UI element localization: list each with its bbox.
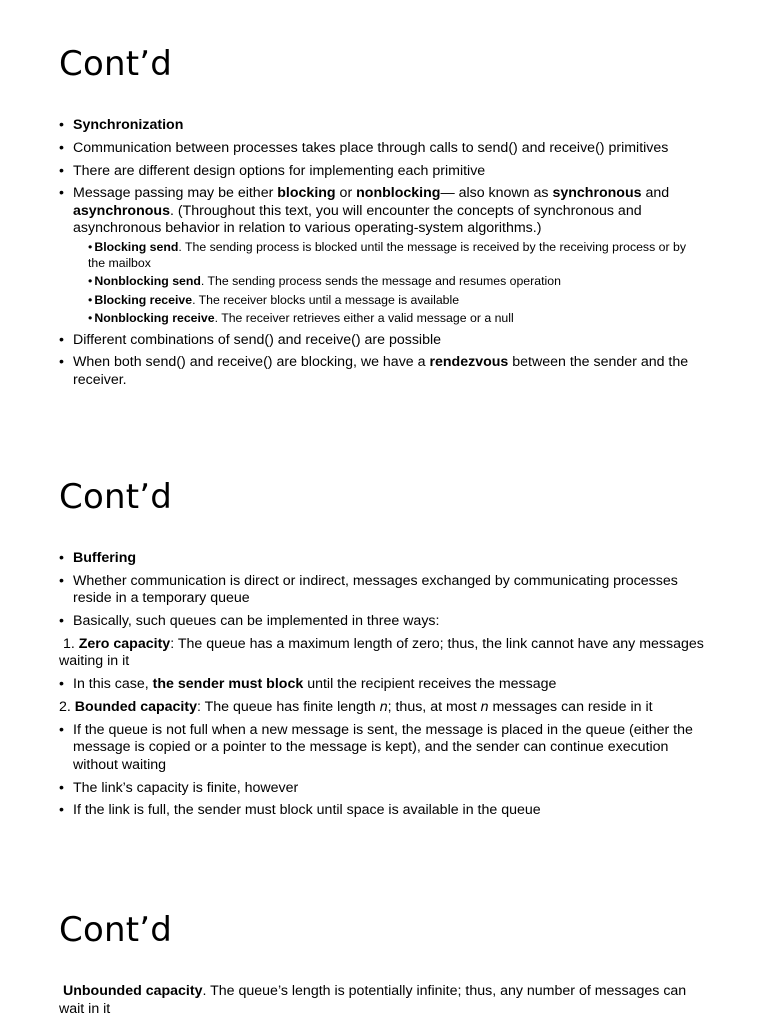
- sub-bullet-dot: •: [88, 292, 93, 307]
- text-run: between the sender and the receiver.: [73, 354, 689, 388]
- term-sender-must-block: the sender must block: [152, 676, 304, 693]
- term-nonblocking-send: Nonblocking send: [94, 274, 201, 289]
- bullet-item: • If the link is full, the sender must block until space is available in the queue: [59, 802, 713, 820]
- text-run: and: [641, 185, 670, 202]
- term-nonblocking: nonblocking: [356, 185, 441, 202]
- term-blocking-send: Blocking send: [94, 240, 179, 255]
- text-run: : The queue has finite length: [196, 698, 380, 715]
- slide-content: [59, 983, 713, 1023]
- term-bounded-capacity: Bounded capacity: [74, 698, 197, 715]
- item-number: 2.: [59, 698, 75, 715]
- heading-buffering: Buffering: [73, 550, 137, 566]
- text-run: . The sending process is blocked until the message is received by the receiving process or by the mailbox: [88, 240, 686, 270]
- bullet-item: • Different combinations of send() and receive() are possible: [59, 332, 713, 350]
- text-run: : The queue has a maximum length of zero; thus, the link cannot have any messages waiting in it: [59, 635, 704, 670]
- text-run: or: [335, 185, 357, 202]
- term-zero-capacity: Zero capacity: [78, 635, 171, 652]
- sub-bullet-dot: •: [88, 274, 93, 289]
- item-number: 1.: [59, 635, 79, 652]
- bullet-item: • Communication between processes takes place through calls to send() and receive() primitives: [59, 140, 713, 158]
- sub-bullet-dot: •: [88, 311, 93, 326]
- paragraph: [59, 983, 713, 1018]
- term-synchronous: synchronous: [552, 185, 642, 202]
- term-blocking-receive: Blocking receive: [94, 292, 193, 307]
- text-run: . The receiver retrieves either a valid message or a null: [214, 311, 514, 326]
- term-nonblocking-receive: Nonblocking receive: [94, 311, 215, 326]
- heading-synchronization: Synchronization: [73, 117, 184, 133]
- slide-title: Cont’d: [59, 910, 173, 950]
- bullet-item: • The link’s capacity is finite, however: [59, 780, 713, 798]
- text-run: until the recipient receives the message: [303, 676, 557, 693]
- term-blocking: blocking: [277, 185, 336, 202]
- text-run: messages can reside in it: [488, 698, 653, 715]
- text-run: . The queue’s length is potentially infinite; thus, any number of messages can wait in it: [59, 983, 687, 1017]
- text-run: ; thus, at most: [387, 698, 481, 715]
- bullet-item: • Basically, such queues can be implemented in three ways:: [59, 613, 713, 631]
- slide-title: Cont’d: [59, 477, 173, 517]
- text-run: . The sending process sends the message and resumes operation: [200, 274, 561, 289]
- variable-n: n: [480, 698, 489, 715]
- term-rendezvous: rendezvous: [429, 354, 509, 371]
- term-asynchronous: asynchronous: [73, 202, 170, 219]
- bullet-item: • There are different design options for implementing each primitive: [59, 163, 713, 181]
- slide-title: Cont’d: [59, 44, 173, 84]
- sub-bullet-dot: •: [88, 240, 93, 255]
- text-run: When both send() and receive() are blocking, we have a: [73, 354, 430, 371]
- text-run: Message passing may be either: [73, 185, 278, 202]
- text-run: — also known as: [440, 185, 553, 202]
- bullet-item: • Whether communication is direct or indirect, messages exchanged by communicating processes reside in a temporary queue: [59, 573, 713, 608]
- text-run: In this case,: [73, 676, 153, 693]
- variable-n: n: [379, 698, 388, 715]
- bullet-item: • If the queue is not full when a new message is sent, the message is placed in the queue (either the message is copied or a pointer to the message is kept), and the sender can continue execution without waiting: [59, 722, 713, 775]
- text-run: . (Throughout this text, you will encounter the concepts of synchronous and asynchronous behavior in relation to various operating-system algorithms.): [73, 202, 642, 237]
- term-unbounded-capacity: Unbounded capacity: [62, 983, 203, 999]
- text-run: . The receiver blocks until a message is available: [192, 292, 460, 307]
